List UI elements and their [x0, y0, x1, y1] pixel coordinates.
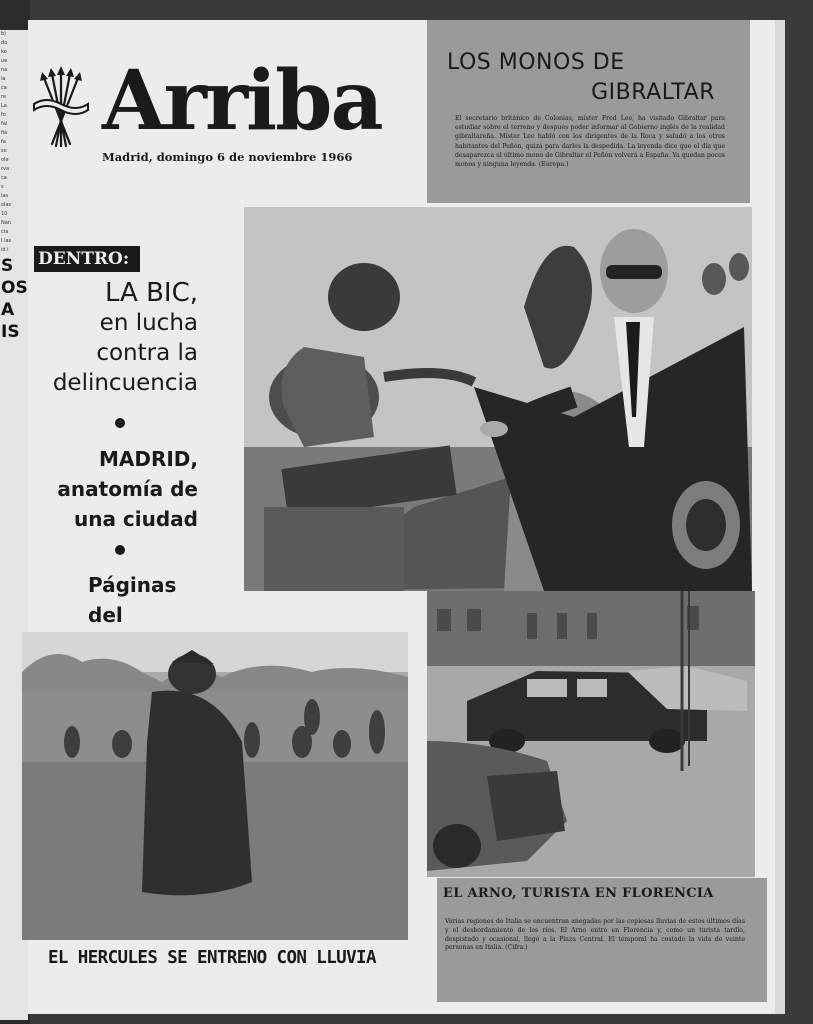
edge-text-fragment: S — [1, 256, 14, 276]
edge-text-fragment: ole — [1, 157, 9, 163]
photo-gibraltar-monkey — [244, 207, 752, 591]
edge-text-fragment: A — [1, 300, 15, 320]
teaser-madrid-line2: anatomía de — [57, 477, 198, 501]
edge-text-fragment: rva — [1, 166, 10, 172]
edge-text-fragment: la — [1, 76, 6, 82]
teaser-madrid-line1: MADRID, — [98, 447, 198, 471]
edge-text-fragment: na — [1, 67, 8, 73]
hercules-caption: EL HERCULES SE ENTRENO CON LLUVIA — [48, 948, 376, 968]
teaser-paginas-line1: Páginas del — [88, 573, 177, 627]
edge-text-fragment: OS — [1, 278, 28, 298]
monos-news-box — [427, 20, 750, 203]
teaser-madrid[interactable] — [36, 444, 198, 534]
edge-text-fragment: las — [1, 193, 9, 199]
edge-text-fragment: fo — [1, 112, 6, 118]
edge-text-fragment: ca — [1, 175, 7, 181]
edge-text-fragment: IS — [1, 322, 20, 342]
edge-text-fragment: id i — [1, 247, 9, 253]
teaser-madrid-line3: una ciudad — [73, 507, 198, 531]
photo-hercules-training — [22, 632, 408, 940]
arno-body-text: Varias regiones de Italia se encuentran anegadas por las copiosas lluvias de estos últimos días y el desbordamiento de los ríos. El Arno entró en Florencia y, como un turista tardío, despistado y ocasional, llegó a la Plaza Central. El temporal ha costado la vida de veinte personas en Italia. (Cifra.) — [445, 918, 745, 952]
edge-text-fragment: b) — [1, 31, 7, 37]
edge-text-fragment: Nan — [1, 220, 11, 226]
bullet-separator — [115, 545, 125, 555]
edge-text-fragment: do — [1, 40, 8, 46]
edge-text-fragment: La — [1, 103, 7, 109]
edge-text-fragment: re — [1, 94, 7, 100]
monos-headline-line1: LOS MONOS DE — [447, 50, 625, 75]
teaser-bic-line4: delincuencia — [52, 370, 198, 396]
yoke-and-arrows-emblem — [30, 66, 92, 152]
edge-text-fragment: fia — [1, 130, 8, 136]
edge-text-fragment: fa — [1, 139, 6, 145]
edge-text-fragment: ko — [1, 49, 7, 55]
masthead-date: Madrid, domingo 6 de noviembre 1966 — [102, 150, 353, 164]
arno-headline: EL ARNO, TURISTA EN FLORENCIA — [443, 886, 714, 901]
edge-text-fragment: so — [1, 148, 7, 154]
monos-headline — [447, 48, 737, 108]
teaser-bic-line3: contra la — [96, 340, 198, 366]
teaser-bic-line1: LA BIC, — [104, 278, 198, 308]
edge-text-fragment: ue — [1, 58, 8, 64]
edge-text-fragment: cia — [1, 229, 9, 235]
edge-text-fragment: 10 — [1, 211, 8, 217]
edge-text-fragment: fal — [1, 121, 8, 127]
edge-text-fragment: s — [1, 184, 4, 190]
teaser-bic-line2: en lucha — [99, 310, 198, 336]
teaser-bic[interactable] — [36, 278, 198, 398]
edge-text-fragment: ca — [1, 85, 7, 91]
monos-body-text: El secretario británico de Colonias, míster Fred Lee, ha visitado Gibraltar para estudiar sobre el terreno y después poder informar al Gobierno inglés de la realidad gibraltareña. Míster Lee habló con los dirigentes de la Roca y saludó a los otros habitantes del Peñón, quizá para darles la despedida. La leyenda dice que el día que desaparezca el último mono de Gibraltar el Peñón volverá a España. Ya quedan pocos monos y ninguna leyenda. (Europa.) — [455, 115, 725, 169]
edge-text-fragment: I las — [1, 238, 12, 244]
arno-news-box — [437, 878, 767, 1002]
masthead-title: Arriba — [102, 53, 382, 149]
dentro-label: DENTRO: — [34, 246, 140, 272]
monos-headline-line2: GIBRALTAR — [591, 80, 715, 105]
bullet-separator — [115, 418, 125, 428]
photo-florence-flood — [427, 591, 755, 877]
edge-text-fragment: olas — [1, 202, 12, 208]
